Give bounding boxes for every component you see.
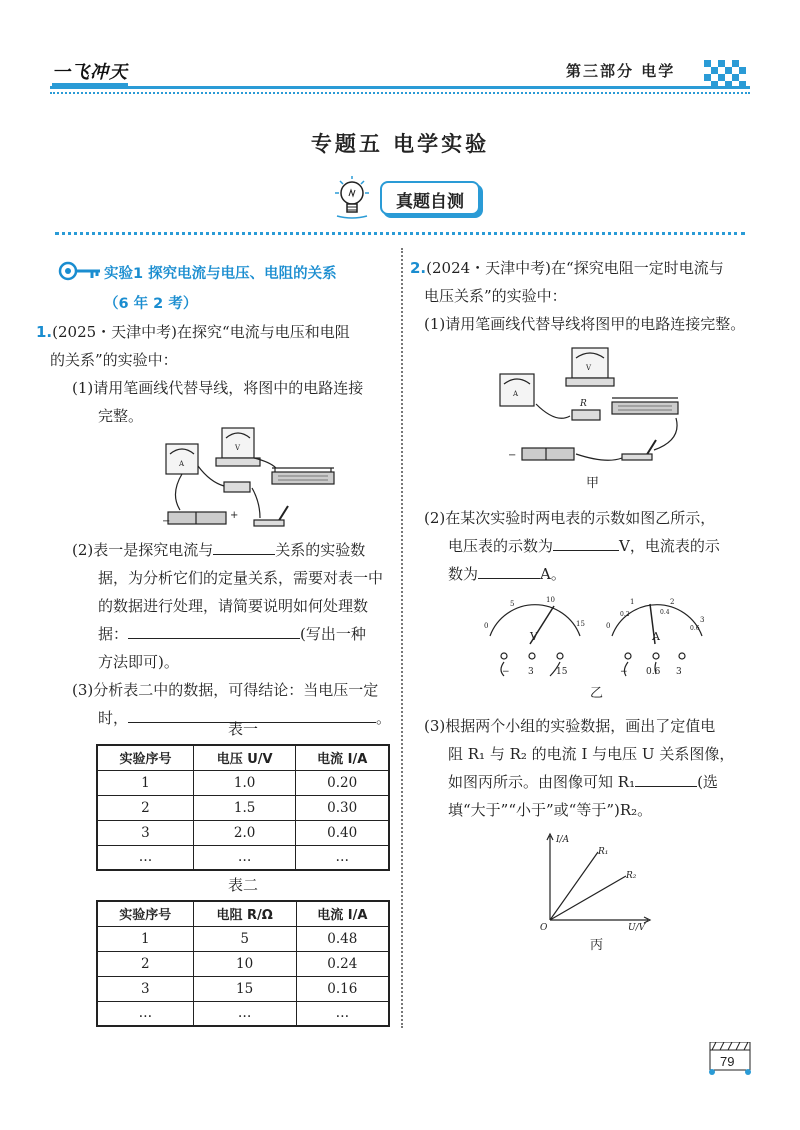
q2-circuit-figure-jia bbox=[496, 344, 686, 470]
q1-part3-line1: (3)分析表二中的数据，可得结论：当电压一定 bbox=[72, 681, 379, 699]
fig-jia-caption: 甲 bbox=[586, 476, 600, 491]
ammeter-terminal-neg: − bbox=[620, 667, 628, 677]
table-row: 3 15 0.16 bbox=[97, 976, 389, 1001]
voltmeter-terminal-3: 3 bbox=[528, 667, 534, 677]
graph-r1-label: R₁ bbox=[598, 847, 609, 857]
voltmeter-tick-15: 15 bbox=[576, 620, 585, 628]
q2-intro bbox=[410, 254, 724, 282]
table1 bbox=[96, 744, 390, 871]
q2-part2-line2: 电压表的示数为 V，电流表的示 bbox=[448, 537, 720, 555]
table1-header-cell: 电压 U/V bbox=[193, 745, 296, 770]
q2-part3-line4: 填“大于”“小于”或“等于”)R₂。 bbox=[448, 801, 653, 819]
ammeter-tick-1: 1 bbox=[630, 598, 635, 606]
header-rule bbox=[50, 86, 750, 89]
ammeter-tick-04: 0.4 bbox=[660, 609, 670, 616]
checker-decoration bbox=[704, 60, 746, 88]
q1-part1-line2: 完整。 bbox=[98, 407, 144, 425]
q2-graph-bing bbox=[536, 830, 662, 934]
q2-blank-voltage[interactable] bbox=[553, 550, 619, 551]
q1-intro-line1: (2025・天津中考)在探究“电流与电压和电阻 bbox=[52, 323, 350, 341]
voltmeter-tick-5: 5 bbox=[510, 600, 515, 608]
table2 bbox=[96, 900, 390, 1027]
q2-part2-line3: 数为 A。 bbox=[448, 565, 566, 583]
table-row: 1 5 0.48 bbox=[97, 926, 389, 951]
voltmeter-tick-10: 10 bbox=[546, 596, 555, 604]
table-row: 1 1.0 0.20 bbox=[97, 770, 389, 795]
ammeter-tick-06: 0.6 bbox=[690, 625, 700, 632]
q1-part2-line5: 方法即可)。 bbox=[98, 653, 179, 671]
brand-logo: 一飞冲天 bbox=[52, 58, 128, 84]
page-number-box bbox=[706, 1042, 754, 1076]
q2-blank-current[interactable] bbox=[478, 578, 540, 579]
q1-circuit-figure bbox=[160, 422, 350, 534]
table1-header-cell: 电流 I/A bbox=[296, 745, 389, 770]
ammeter-tick-2: 2 bbox=[670, 598, 675, 606]
q1-blank-2[interactable] bbox=[128, 638, 300, 639]
page-number: 79 bbox=[720, 1054, 735, 1069]
svg-text:V: V bbox=[235, 444, 241, 452]
fig-bing-caption: 丙 bbox=[590, 938, 604, 953]
table2-header-row bbox=[97, 901, 389, 926]
svg-text:R: R bbox=[580, 399, 587, 409]
experiment-frequency: （6 年 2 考） bbox=[104, 296, 198, 312]
section-badge: 真题自测 bbox=[380, 181, 480, 215]
voltmeter-terminal-15: 15 bbox=[556, 667, 568, 677]
q2-part3-line1: (3)根据两个小组的实验数据，画出了定值电 bbox=[424, 717, 716, 735]
q2-blank-compare[interactable] bbox=[635, 786, 697, 787]
voltmeter-terminal-neg: − bbox=[502, 667, 510, 677]
svg-text:V: V bbox=[586, 364, 592, 372]
q1-intro bbox=[36, 318, 350, 346]
table1-caption: 表一 bbox=[228, 720, 259, 738]
graph-origin-label: O bbox=[540, 923, 548, 933]
q1-blank-1[interactable] bbox=[213, 554, 275, 555]
q2-part3-line3: 如图丙所示。由图像可知 R₁ (选 bbox=[448, 773, 718, 791]
table2-header-cell: 实验序号 bbox=[97, 901, 193, 926]
ammeter-tick-3: 3 bbox=[700, 616, 705, 624]
q1-part3-line2: 时， 。 bbox=[98, 709, 392, 727]
q2-intro-line1: (2024・天津中考)在“探究电阻一定时电流与 bbox=[426, 259, 724, 277]
table2-header-cell: 电阻 R/Ω bbox=[193, 901, 296, 926]
table2-caption: 表二 bbox=[228, 876, 259, 894]
voltmeter-symbol: V bbox=[530, 630, 538, 643]
table-row: 2 1.5 0.30 bbox=[97, 795, 389, 820]
ammeter-terminal-3: 3 bbox=[676, 667, 682, 677]
ammeter-tick-0: 0 bbox=[606, 622, 611, 630]
section-divider bbox=[55, 232, 745, 235]
svg-text:A: A bbox=[513, 390, 519, 398]
voltmeter-tick-0: 0 bbox=[484, 622, 489, 630]
ammeter-tick-02: 0.2 bbox=[620, 611, 630, 618]
table1-header-cell: 实验序号 bbox=[97, 745, 193, 770]
q1-part2-line4: 据： (写出一种 bbox=[98, 625, 366, 643]
q2-intro-line2: 电压关系”的实验中： bbox=[424, 287, 567, 305]
table1-header-row bbox=[97, 745, 389, 770]
graph-y-label: I/A bbox=[556, 835, 570, 845]
svg-text:A: A bbox=[179, 460, 185, 468]
svg-text:+: + bbox=[230, 510, 239, 521]
q1-part2-line2: 据，为分析它们的定量关系，需要对表一中 bbox=[98, 569, 384, 587]
column-divider bbox=[401, 248, 403, 1028]
q1-intro-line2: 的关系”的实验中： bbox=[50, 351, 178, 369]
svg-text:−: − bbox=[162, 516, 171, 527]
table-row: … … … bbox=[97, 1001, 389, 1026]
section-title: 第三部分 电学 bbox=[566, 62, 676, 80]
table2-header-cell: 电流 I/A bbox=[296, 901, 389, 926]
table-row: 3 2.0 0.40 bbox=[97, 820, 389, 845]
key-icon bbox=[58, 258, 102, 284]
graph-r2-label: R₂ bbox=[626, 871, 637, 881]
page-title: 专题五 电学实验 bbox=[310, 132, 490, 156]
q2-part2-line1: (2)在某次实验时两电表的示数如图乙所示， bbox=[424, 509, 716, 527]
table-row: … … … bbox=[97, 845, 389, 870]
experiment-title: 实验1 探究电流与电压、电阻的关系 bbox=[104, 266, 337, 282]
svg-text:−: − bbox=[508, 450, 517, 461]
graph-x-label: U/V bbox=[628, 923, 646, 933]
ammeter-terminal-06: 0.6 bbox=[646, 667, 661, 677]
q1-part2-line1: (2)表一是探究电流与 关系的实验数 bbox=[72, 541, 366, 559]
fig-yi-caption: 乙 bbox=[590, 686, 604, 701]
q2-part1: (1)请用笔画线代替导线将图甲的电路连接完整。 bbox=[424, 315, 746, 333]
q1-part2-line3: 的数据进行处理，请简要说明如何处理数 bbox=[98, 597, 369, 615]
q2-number: 2. bbox=[410, 259, 427, 277]
lightbulb-icon bbox=[332, 176, 372, 220]
q2-meters-figure-yi bbox=[480, 596, 716, 680]
q1-part1-line1: (1)请用笔画线代替导线，将图中的电路连接 bbox=[72, 379, 364, 397]
q2-part3-line2: 阻 R₁ 与 R₂ 的电流 I 与电压 U 关系图像， bbox=[448, 745, 735, 763]
table-row: 2 10 0.24 bbox=[97, 951, 389, 976]
graph-line-r2 bbox=[550, 876, 626, 920]
ammeter-symbol: A bbox=[652, 630, 660, 643]
graph-line-r1 bbox=[550, 852, 598, 920]
header-dotted-rule bbox=[50, 92, 750, 94]
q1-number: 1. bbox=[36, 323, 53, 341]
